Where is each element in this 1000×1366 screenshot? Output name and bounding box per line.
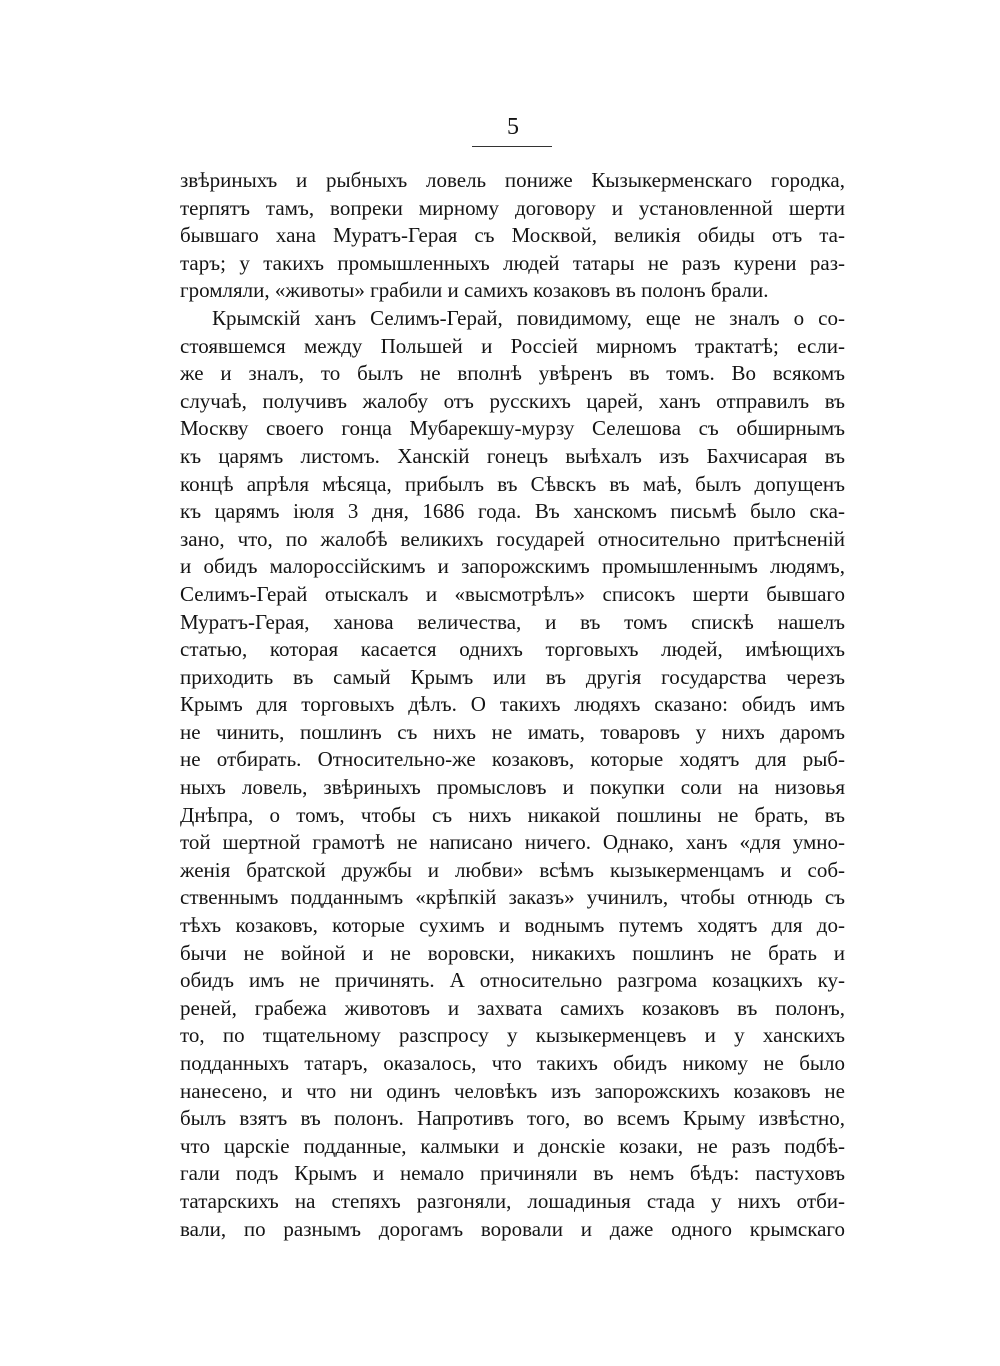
text-line: таръ; у такихъ промышленныхъ людей татары не разъ курени раз- [180, 250, 845, 275]
text-line: то, по тщательному разспросу у кызыкерменцевъ и у ханскихъ [180, 1023, 845, 1048]
text-line: концѣ апрѣля мѣсяца, прибылъ въ Сѣвскъ въ маѣ, былъ допущенъ [180, 471, 845, 496]
text-line: нанесено, и что ни одинъ человѣкъ изъ запорожскихъ козаковъ не [180, 1078, 845, 1103]
text-line: бычи не войной и не воровски, никакихъ пошлинъ не брать и [180, 940, 845, 965]
text-line: къ царямъ листомъ. Ханскій гонецъ выѣхалъ изъ Бахчисарая въ [180, 443, 845, 468]
text-line: терпятъ тамъ, вопреки мирному договору и установленной шерти [180, 195, 845, 220]
text-line: женія братской дружбы и любви» всѣмъ кызыкерменцамъ и соб- [180, 857, 845, 882]
page-number-rule [472, 146, 552, 147]
text-line: и обидъ малороссійскимъ и запорожскимъ промышленнымъ людямъ, [180, 554, 845, 579]
text-line: той шертной грамотѣ не написано ничего. Однако, ханъ «для умно- [180, 830, 845, 855]
text-line: что царскіе подданные, калмыки и донскіе козаки, не разъ подбѣ- [180, 1133, 845, 1158]
text-line: зано, что, по жалобѣ великихъ государей относительно притѣсненій [180, 526, 845, 551]
text-line: звѣриныхъ и рыбныхъ ловель пониже Кызыкерменскаго городка, [180, 168, 845, 192]
text-line: не отбирать. Относительно-же козаковъ, которые ходятъ для рыб- [180, 747, 845, 772]
text-line: татарскихъ на степяхъ разгоняли, лошадиныя стада у нихъ отби- [180, 1188, 845, 1213]
text-line: стоявшемся между Польшей и Россіей мирномъ трактатѣ; если- [180, 333, 845, 358]
text-line: тѣхъ козаковъ, которые сухимъ и воднымъ путемъ ходятъ для до- [180, 913, 845, 938]
text-line: не чинить, пошлинъ съ нихъ не имать, товаровъ у нихъ даромъ [180, 719, 845, 744]
text-line: статью, которая касается однихъ торговыхъ людей, имѣющихъ [180, 637, 845, 662]
page-number: 5 [507, 114, 519, 140]
text-line: къ царямъ іюля 3 дня, 1686 года. Въ ханскомъ письмѣ было ска- [180, 499, 845, 524]
text-line: приходить въ самый Крымъ или въ другія государства черезъ [180, 664, 845, 689]
text-line: Днѣпра, о томъ, чтобы съ нихъ никакой пошлины не брать, въ [180, 802, 845, 827]
text-line: ныхъ ловель, звѣриныхъ промысловъ и покупки соли на низовья [180, 775, 845, 800]
text-line: подданныхъ татаръ, оказалось, что такихъ обидъ никому не было [180, 1051, 845, 1075]
text-line: Селимъ-Герай отыскалъ и «высмотрѣлъ» списокъ шерти бывшаго [180, 581, 845, 606]
text-line: бывшаго хана Муратъ-Герая съ Москвой, великія обиды отъ та- [180, 223, 845, 248]
text-line: случаѣ, получивъ жалобу отъ русскихъ царей, ханъ отправилъ въ [180, 388, 845, 413]
text-line: реней, грабежа животовъ и захвата самихъ козаковъ въ полонъ, [180, 995, 845, 1020]
paragraph [180, 305, 845, 1243]
text-line: ственнымъ подданнымъ «крѣпкій заказъ» учинилъ, чтобы отнюдь съ [180, 885, 845, 910]
text-line: Москву своего гонца Мубарекшу-мурзу Селешова съ обширнымъ [180, 416, 845, 441]
text-line: гали подъ Крымъ и немало причиняли въ немъ бѣдъ: пастуховъ [180, 1161, 845, 1186]
text-line: вали, по разнымъ дорогамъ воровали и даже одного крымскаго [180, 1216, 845, 1241]
text-line: Крымскій ханъ Селимъ-Герай, повидимому, еще не зналъ о со- [212, 305, 845, 330]
text-line: обидъ имъ не причинять. А относительно разгрома козацкихъ ку- [180, 968, 845, 993]
text-line: Муратъ-Герая, ханова величества, и въ томъ спискѣ нашелъ [180, 609, 845, 634]
text-line: Крымъ для торговыхъ дѣлъ. О такихъ людяхъ сказано: обидъ имъ [180, 692, 845, 717]
text-line: былъ взятъ въ полонъ. Напротивъ того, во всемъ Крыму извѣстно, [180, 1106, 845, 1131]
paragraph [180, 167, 845, 305]
text-line: громляли, «животы» грабили и самихъ козаковъ въ полонъ брали. [180, 278, 769, 303]
text-line: же и зналъ, то былъ не вполнѣ увѣренъ въ томъ. Во всякомъ [180, 361, 845, 386]
body-text [180, 167, 845, 1243]
